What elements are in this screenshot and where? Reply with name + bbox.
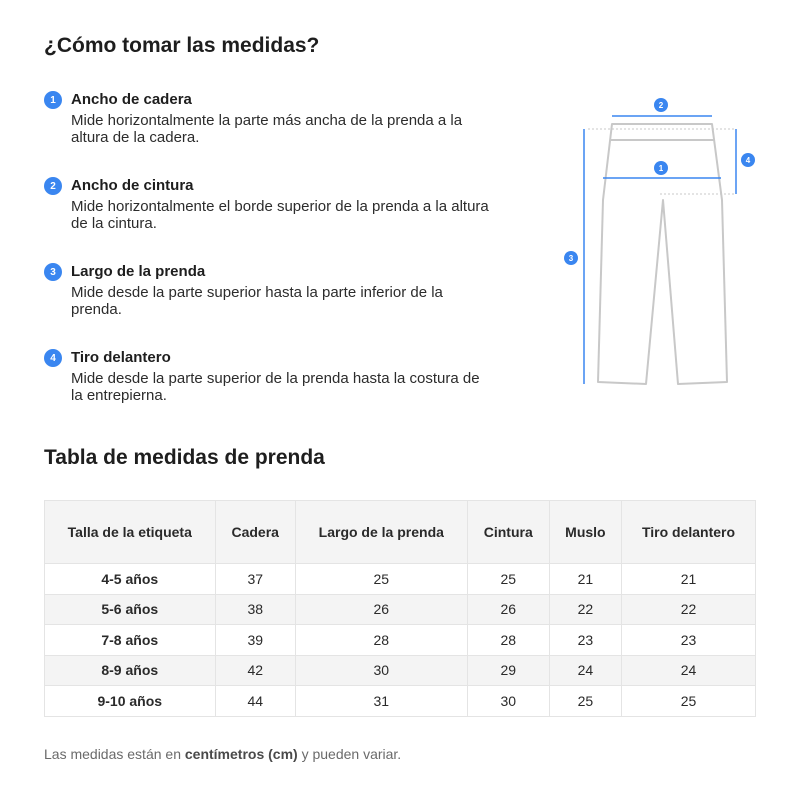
size-cell: 9-10 años bbox=[45, 686, 216, 717]
size-cell: 7-8 años bbox=[45, 625, 216, 656]
table-cell: 39 bbox=[215, 625, 295, 656]
header-front-rise: Tiro delantero bbox=[621, 501, 755, 564]
marker-4 bbox=[741, 153, 755, 167]
table-cell: 25 bbox=[467, 564, 549, 595]
step-waist-width bbox=[44, 176, 494, 262]
table-row bbox=[45, 594, 756, 625]
header-length: Largo de la prenda bbox=[295, 501, 467, 564]
step-description: Mide horizontalmente la parte más ancha de la prenda a la altura de la cadera. bbox=[71, 112, 463, 146]
size-table-title: Tabla de medidas de prenda bbox=[44, 446, 325, 469]
size-table bbox=[44, 500, 756, 717]
step-title: Largo de la prenda bbox=[71, 263, 206, 280]
header-hip: Cadera bbox=[215, 501, 295, 564]
table-cell: 26 bbox=[467, 594, 549, 625]
svg-text:1: 1 bbox=[658, 164, 664, 173]
marker-3 bbox=[564, 251, 578, 265]
table-cell: 28 bbox=[295, 625, 467, 656]
svg-text:2: 2 bbox=[658, 101, 664, 110]
table-cell: 24 bbox=[621, 655, 755, 686]
table-cell: 25 bbox=[549, 686, 621, 717]
size-cell: 8-9 años bbox=[45, 655, 216, 686]
table-cell: 22 bbox=[621, 594, 755, 625]
measurement-steps bbox=[44, 90, 494, 434]
table-cell: 38 bbox=[215, 594, 295, 625]
table-cell: 30 bbox=[295, 655, 467, 686]
step-title: Ancho de cadera bbox=[71, 91, 192, 108]
step-number-badge: 4 bbox=[44, 349, 62, 367]
table-cell: 30 bbox=[467, 686, 549, 717]
table-cell: 37 bbox=[215, 564, 295, 595]
header-waist: Cintura bbox=[467, 501, 549, 564]
how-to-title: ¿Cómo tomar las medidas? bbox=[44, 34, 320, 57]
note-units: centímetros (cm) bbox=[184, 746, 298, 762]
table-cell: 26 bbox=[295, 594, 467, 625]
table-cell: 25 bbox=[295, 564, 467, 595]
table-cell: 42 bbox=[215, 655, 295, 686]
svg-text:3: 3 bbox=[568, 254, 574, 263]
table-row bbox=[45, 625, 756, 656]
table-cell: 44 bbox=[215, 686, 295, 717]
header-thigh: Muslo bbox=[549, 501, 621, 564]
units-note bbox=[44, 746, 401, 762]
table-cell: 28 bbox=[467, 625, 549, 656]
step-garment-length bbox=[44, 262, 494, 348]
step-description: Mide horizontalmente el borde superior de la prenda a la altura de la cintura. bbox=[71, 198, 489, 232]
pants-measurement-diagram bbox=[555, 92, 765, 392]
header-size: Talla de la etiqueta bbox=[45, 501, 216, 564]
step-description: Mide desde la parte superior hasta la parte inferior de la prenda. bbox=[71, 284, 443, 318]
step-number-badge: 1 bbox=[44, 91, 62, 109]
table-header-row bbox=[45, 501, 756, 564]
step-title: Tiro delantero bbox=[71, 349, 171, 366]
step-title: Ancho de cintura bbox=[71, 177, 194, 194]
table-row bbox=[45, 686, 756, 717]
table-cell: 23 bbox=[621, 625, 755, 656]
table-row bbox=[45, 655, 756, 686]
step-front-rise bbox=[44, 348, 494, 434]
size-cell: 5-6 años bbox=[45, 594, 216, 625]
table-cell: 21 bbox=[549, 564, 621, 595]
table-cell: 25 bbox=[621, 686, 755, 717]
step-description: Mide desde la parte superior de la prenda hasta la costura de la entrepierna. bbox=[71, 370, 480, 404]
table-cell: 31 bbox=[295, 686, 467, 717]
marker-1 bbox=[654, 161, 668, 175]
table-cell: 29 bbox=[467, 655, 549, 686]
step-number-badge: 2 bbox=[44, 177, 62, 195]
svg-text:4: 4 bbox=[745, 156, 751, 165]
table-cell: 22 bbox=[549, 594, 621, 625]
step-hip-width bbox=[44, 90, 494, 176]
table-row bbox=[45, 564, 756, 595]
table-cell: 24 bbox=[549, 655, 621, 686]
table-cell: 21 bbox=[621, 564, 755, 595]
table-cell: 23 bbox=[549, 625, 621, 656]
size-cell: 4-5 años bbox=[45, 564, 216, 595]
step-number-badge: 3 bbox=[44, 263, 62, 281]
marker-2 bbox=[654, 98, 668, 112]
note-suffix: y pueden variar. bbox=[297, 746, 402, 762]
note-prefix: Las medidas están en bbox=[44, 746, 185, 762]
